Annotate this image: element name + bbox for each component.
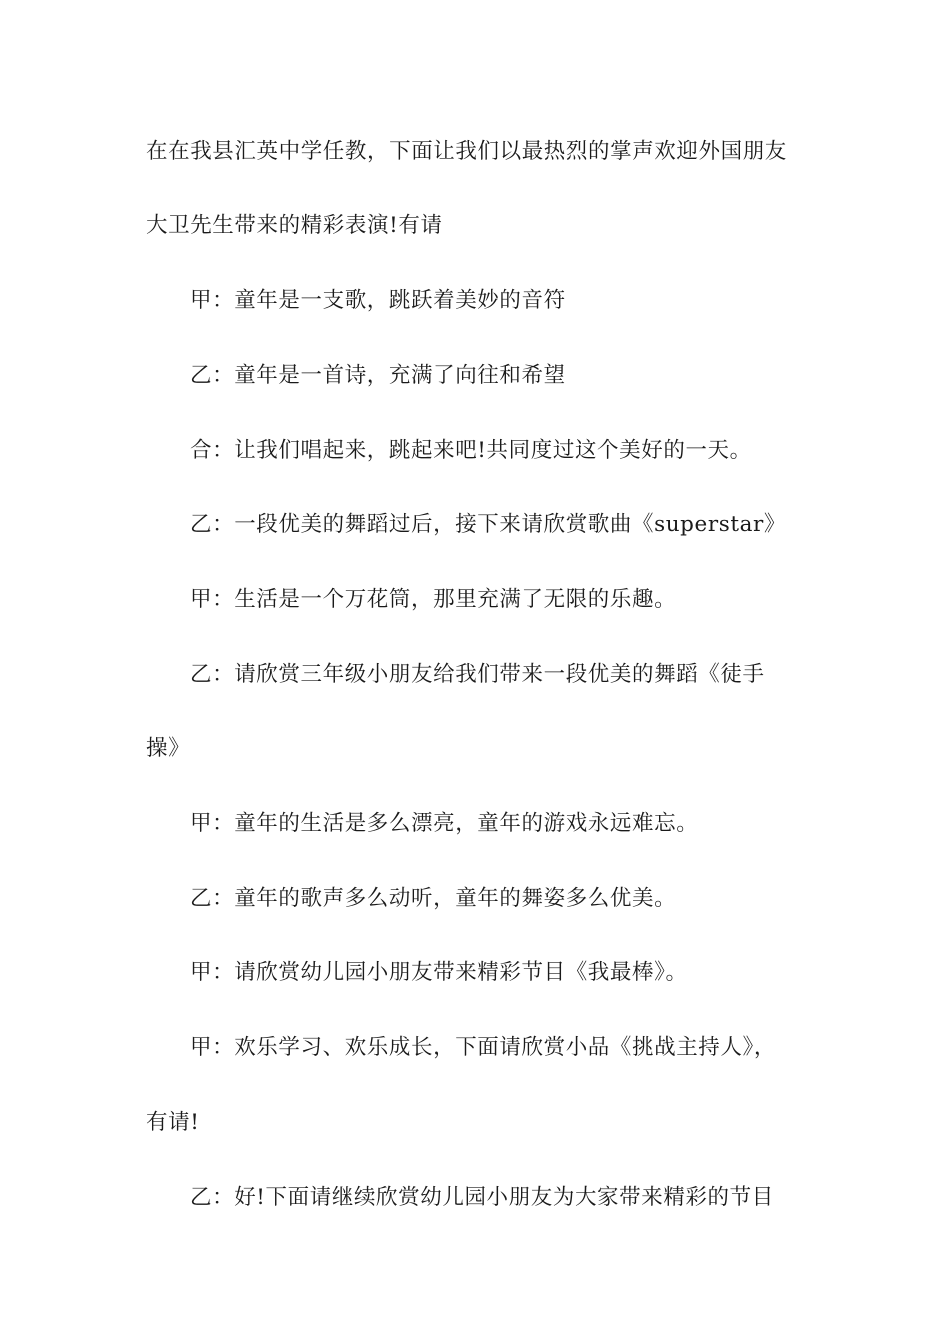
dialogue-line-jia-1: 甲：童年是一支歌，跳跃着美妙的音符 bbox=[190, 288, 566, 313]
text-line-2: 大卫先生带来的精彩表演!有请 bbox=[146, 213, 443, 238]
text-line-continuation-1: 操》 bbox=[146, 736, 191, 761]
dialogue-line-jia-5: 甲：欢乐学习、欢乐成长，下面请欣赏小品《挑战主持人》， bbox=[190, 1035, 776, 1060]
dialogue-line-he-1: 合：让我们唱起来，跳起来吧!共同度过这个美好的一天。 bbox=[190, 438, 752, 463]
dialogue-line-yi-4: 乙：童年的歌声多么动听，童年的舞姿多么优美。 bbox=[190, 886, 677, 911]
dialogue-line-jia-2: 甲：生活是一个万花筒，那里充满了无限的乐趣。 bbox=[190, 587, 677, 612]
dialogue-line-yi-5: 乙：好!下面请继续欣赏幼儿园小朋友为大家带来精彩的节目 bbox=[190, 1185, 774, 1210]
text-line-1: 在在我县汇英中学任教，下面让我们以最热烈的掌声欢迎外国朋友 bbox=[146, 139, 787, 164]
dialogue-line-yi-2: 乙：一段优美的舞蹈过后，接下来请欣赏歌曲《superstar》 bbox=[190, 512, 787, 537]
dialogue-line-jia-4: 甲：请欣赏幼儿园小朋友带来精彩节目《我最棒》。 bbox=[190, 960, 688, 985]
dialogue-line-yi-3: 乙：请欣赏三年级小朋友给我们带来一段优美的舞蹈《徒手 bbox=[190, 662, 765, 687]
text-line-continuation-2: 有请! bbox=[146, 1110, 200, 1135]
dialogue-line-yi-1: 乙：童年是一首诗，充满了向往和希望 bbox=[190, 363, 566, 388]
dialogue-line-jia-3: 甲：童年的生活是多么漂亮，童年的游戏永远难忘。 bbox=[190, 811, 699, 836]
